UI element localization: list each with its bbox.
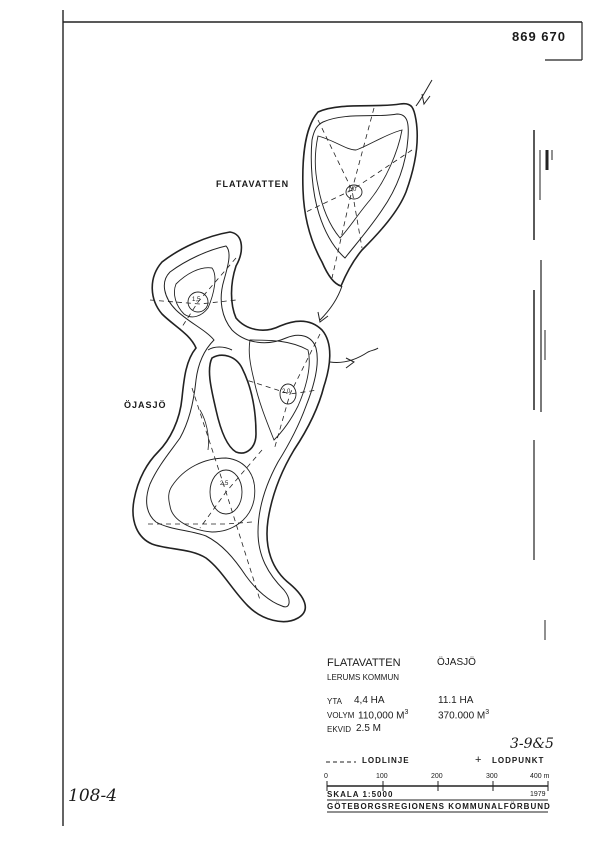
volume-flatavatten: 110,000 $M^3$ bbox=[358, 709, 409, 722]
outlet-stream bbox=[330, 348, 378, 368]
year: 1979 bbox=[530, 791, 546, 798]
inlet-stream bbox=[416, 80, 432, 106]
scale-tick-label: 100 bbox=[376, 773, 388, 780]
area-flatavatten: 4,4 HA bbox=[354, 695, 385, 706]
flatavatten-lake bbox=[303, 104, 417, 286]
island bbox=[209, 355, 256, 453]
depth-label: EKVID bbox=[327, 725, 352, 734]
area-ojasjo: 11.1 HA bbox=[438, 695, 474, 706]
legend-header-ojasjo: ÖJASJÖ bbox=[437, 657, 476, 668]
lodpunkt-label: LODPUNKT bbox=[492, 756, 545, 765]
depth-value: 2.5 M bbox=[356, 723, 382, 734]
municipality: LERUMS KOMMUN bbox=[327, 673, 400, 682]
sounding-label: 1,5 bbox=[192, 297, 201, 303]
sounding-label: 2,0 bbox=[282, 389, 291, 395]
sounding-label: 1,0 bbox=[348, 187, 357, 193]
scale-tick-label: 0 bbox=[324, 773, 328, 780]
sounding-label: 2,5 bbox=[220, 481, 229, 487]
scale-tick-label: 400 m bbox=[530, 773, 550, 780]
sheet-number: 869 670 bbox=[512, 29, 566, 44]
scale-tick-label: 300 bbox=[486, 773, 498, 780]
organization: GÖTEBORGSREGIONENS KOMMUNALFÖRBUND bbox=[327, 802, 551, 811]
lodlinje-label: LODLINJE bbox=[362, 756, 410, 765]
volume-ojasjo: 370.000 $M^3$ bbox=[438, 709, 490, 722]
registration-marks bbox=[534, 130, 552, 640]
lake-label-flatavatten: FLATAVATTEN bbox=[216, 179, 290, 189]
lake-label-ojasjo: ÖJASJÖ bbox=[124, 400, 167, 410]
handwritten-sheet-id: 108-4 bbox=[68, 786, 118, 806]
scale-text: SKALA 1:5000 bbox=[327, 790, 394, 799]
connecting-stream bbox=[318, 286, 342, 322]
lodpunkt-symbol: + bbox=[475, 754, 482, 766]
legend-header-flatavatten: FLATAVATTEN bbox=[327, 657, 401, 669]
shore-detail bbox=[208, 347, 232, 350]
handwritten-annotation: 3-9&5 bbox=[510, 736, 554, 752]
area-label: YTA bbox=[327, 697, 342, 706]
volume-label: VOLYM bbox=[327, 711, 355, 720]
scale-tick-label: 200 bbox=[431, 773, 443, 780]
